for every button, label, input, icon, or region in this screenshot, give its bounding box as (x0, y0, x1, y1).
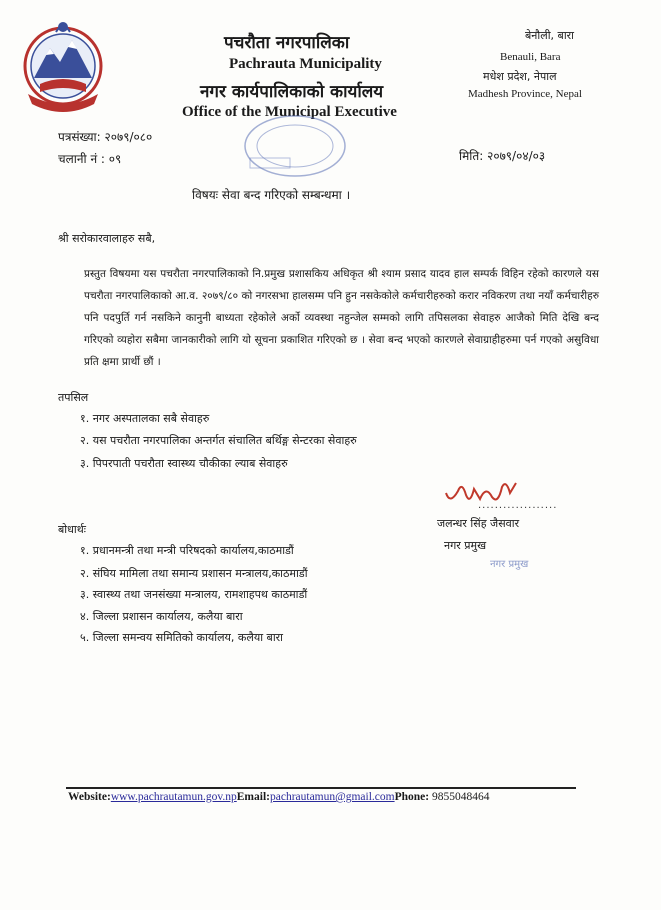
signature-line: ................... (478, 500, 558, 511)
cc-label: बोधार्थः (58, 523, 86, 536)
phone-label: Phone: (394, 791, 430, 803)
address-english: Benauli, Bara (500, 51, 561, 63)
service-item: ३. पिपरपाती पचरौता स्वास्थ्य चौकीका ल्याब सेवाहरु (80, 457, 288, 470)
signer-name: जलन्धर सिंह जैसवार (437, 517, 520, 530)
cc-item: १. प्रधानमन्त्री तथा मन्त्री परिषदको कार्यालय,काठमाडौं (80, 544, 294, 557)
letter-number: पत्रसंख्या: २०७९/०८० (58, 130, 153, 144)
website-label: Website: (68, 791, 111, 803)
services-label: तपसिल (58, 391, 89, 404)
letter-subject: विषयः सेवा बन्द गरिएको सम्बन्धमा । (192, 188, 351, 202)
province-nepali: मधेश प्रदेश, नेपाल (483, 70, 557, 83)
letter-body: प्रस्तुत विषयमा यस पचरौता नगरपालिकाको नि.प्रमुख प्रशासकिय अधिकृत श्री श्याम प्रसाद यादव हाल सम्पर्क विहिन रहेको कारणले यस पचरौता नगरपालिकाको आ.व. २०७९/८० को नगरसभा हालसम्म पनि हुन नसकेकोले कर्मचारीहरुको करार नविकरण तथा नयाँ कर्मचारीहरु पनि पदपुर्ति गर्न नसकिने कानुनी बाध्यता रहेकोले अर्को व्यवस्था नहुन्जेल सम्मको लागि तपिसलका सेवाहरु आजैको मिति देखि बन्द गरिएको व्यहोरा सबैमा जानकारीको लागि यो सूचना प्रकाशित गरिएको छ । सेवा बन्द भएको कारणले सेवाग्राहीहरुमा पर्न गएको असुविधा प्रति क्षमा प्रार्थी छौं । (84, 268, 599, 368)
mayor-stamp-text: नगर प्रमुख (490, 559, 529, 570)
cc-item: ४. जिल्ला प्रशासन कार्यालय, कलैया बारा (80, 610, 243, 623)
footer-divider (66, 787, 576, 789)
cc-item: २. संघिय मामिला तथा समान्य प्रशासन मन्त्रालय,काठमाडौं (80, 567, 308, 580)
letter-date: मिति: २०७९/०४/०३ (459, 149, 546, 163)
municipality-name-english: Pachrauta Municipality (229, 56, 382, 72)
footer-contact (68, 791, 489, 803)
office-name-english: Office of the Municipal Executive (182, 104, 397, 120)
email-label: Email: (236, 791, 270, 803)
service-item: २. यस पचरौता नगरपालिका अन्तर्गत संचालित बर्थिङ्ग सेन्टरका सेवाहरु (80, 434, 357, 447)
signer-title: नगर प्रमुख (444, 539, 487, 552)
municipality-name-nepali: पचरौता नगरपालिका (224, 33, 350, 53)
email-link[interactable]: pachrautamun@gmail.com (269, 791, 395, 803)
dispatch-number: चलानी नं : ०९ (58, 152, 122, 166)
website-link[interactable]: www.pachrautamun.gov.np (110, 791, 237, 803)
cc-item: ३. स्वास्थ्य तथा जनसंख्या मन्त्रालय, रामशाहपथ काठमाडौं (80, 588, 308, 601)
province-english: Madhesh Province, Nepal (468, 88, 582, 100)
office-seal-stamp (230, 108, 360, 188)
phone-number: 9855048464 (429, 791, 490, 803)
address-nepali: बेनौली, बारा (525, 29, 575, 42)
mayor-stamp (462, 535, 562, 575)
service-item: १. नगर अस्पतालका सबै सेवाहरु (80, 412, 210, 425)
cc-item: ५. जिल्ला समन्वय समितिको कार्यालय, कलैया बारा (80, 631, 284, 644)
office-name-nepali: नगर कार्यपालिकाको कार्यालय (200, 82, 384, 102)
salutation: श्री सरोकारवालाहरु सबै, (58, 232, 156, 245)
nepal-government-emblem (20, 14, 106, 124)
